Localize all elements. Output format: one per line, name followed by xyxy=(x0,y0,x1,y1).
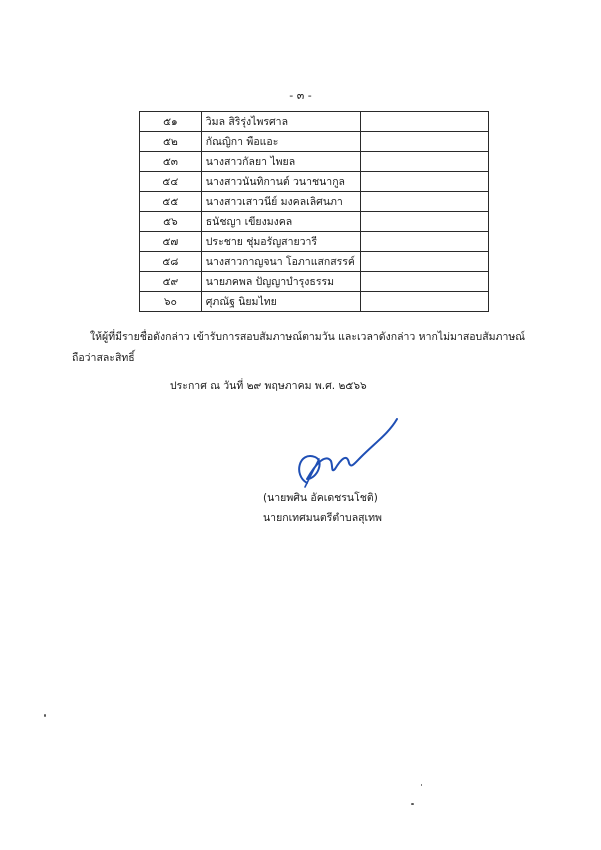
roster-blank-cell xyxy=(360,172,488,192)
roster-row xyxy=(140,192,489,212)
roster-row xyxy=(140,132,489,152)
notice-paragraph xyxy=(72,327,542,369)
roster-name-cell: นายภคพล ปัญญาบำรุงธรรม xyxy=(201,272,360,292)
roster-number-cell: ๕๔ xyxy=(140,172,202,192)
roster-name-cell: นางสาวนันทิกานต์ วนาชนากูล xyxy=(201,172,360,192)
roster-number-cell: ๖๐ xyxy=(140,292,202,312)
roster-table-body xyxy=(140,112,489,312)
roster-blank-cell xyxy=(360,192,488,212)
signer-position: นายกเทศมนตรีตำบลสุเทพ xyxy=(263,512,382,524)
roster-row xyxy=(140,152,489,172)
roster-blank-cell xyxy=(360,292,488,312)
handwritten-signature xyxy=(285,413,405,493)
roster-row xyxy=(140,112,489,132)
scan-speck xyxy=(421,784,422,786)
roster-number-cell: ๕๓ xyxy=(140,152,202,172)
notice-line-1: ให้ผู้ที่มีรายชื่อดังกล่าว เข้ารับการสอบสัมภาษณ์ตามวัน และเวลาดังกล่าว หากไม่มาสอบสัมภาษณ์ xyxy=(90,331,526,343)
roster-row xyxy=(140,272,489,292)
roster-blank-cell xyxy=(360,152,488,172)
roster-number-cell: ๕๑ xyxy=(140,112,202,132)
roster-name-cell: ธนัชญา เขียงมงคล xyxy=(201,212,360,232)
roster-name-cell: วิมล สิริรุ่งไพรศาล xyxy=(201,112,360,132)
roster-row xyxy=(140,292,489,312)
roster-number-cell: ๕๕ xyxy=(140,192,202,212)
scan-speck xyxy=(44,714,46,717)
roster-blank-cell xyxy=(360,272,488,292)
notice-line-2: ถือว่าสละสิทธิ์ xyxy=(72,352,135,364)
roster-blank-cell xyxy=(360,132,488,152)
roster-number-cell: ๕๘ xyxy=(140,252,202,272)
page-number: - ๓ - xyxy=(289,89,312,102)
roster-name-cell: นางสาวเสาวนีย์ มงคลเลิศนภา xyxy=(201,192,360,212)
roster-blank-cell xyxy=(360,212,488,232)
roster-blank-cell xyxy=(360,232,488,252)
roster-name-cell: ประชาย ชุ่มอรัญสายวารี xyxy=(201,232,360,252)
roster-number-cell: ๕๖ xyxy=(140,212,202,232)
announcement-date: ประกาศ ณ วันที่ ๒๙ พฤษภาคม พ.ศ. ๒๕๖๖ xyxy=(170,380,367,392)
roster-blank-cell xyxy=(360,252,488,272)
roster-name-cell: ศุภณัฐ นิยมไทย xyxy=(201,292,360,312)
roster-name-cell: นางสาวกัลยา ไพยล xyxy=(201,152,360,172)
roster-row xyxy=(140,232,489,252)
roster-number-cell: ๕๙ xyxy=(140,272,202,292)
roster-number-cell: ๕๗ xyxy=(140,232,202,252)
roster-name-cell: นางสาวกาญจนา โอภาแสกสรรค์ xyxy=(201,252,360,272)
roster-number-cell: ๕๒ xyxy=(140,132,202,152)
roster-blank-cell xyxy=(360,112,488,132)
roster-row xyxy=(140,172,489,192)
roster-row xyxy=(140,212,489,232)
signer-name: (นายพศิน อัคเดชรนโชติ) xyxy=(263,492,378,504)
roster-name-cell: กัณญิกา พือแอะ xyxy=(201,132,360,152)
scan-speck xyxy=(411,803,414,805)
roster-row xyxy=(140,252,489,272)
roster-table xyxy=(139,111,489,312)
